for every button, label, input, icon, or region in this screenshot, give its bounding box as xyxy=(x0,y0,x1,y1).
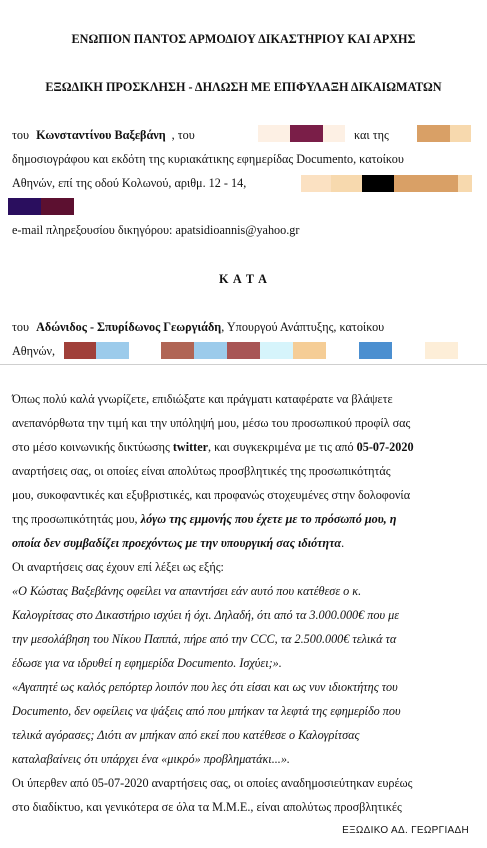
defendant-name: Αδώνιδος - Σπυρίδωνος Γεωργιάδη xyxy=(36,320,222,334)
quote-line: «Ο Κώστας Βαξεβάνης οφείλει να απαντήσει εάν αυτό που κατέθεσε ο κ. xyxy=(12,584,362,598)
redaction-block xyxy=(258,125,290,142)
redaction-block xyxy=(41,198,74,215)
body-text: , και συγκεκριμένα με τις από xyxy=(208,440,354,454)
body-line xyxy=(12,512,396,527)
email-label: e-mail πληρεξουσίου δικηγόρου: xyxy=(12,223,173,237)
plaintiff-prefix: του xyxy=(12,128,30,142)
redaction-block xyxy=(425,342,458,359)
page-footer: ΕΞΩΔΙΚΟ ΑΔ. ΓΕΩΡΓΙΑΔΗ xyxy=(342,825,469,836)
redaction-block xyxy=(362,175,394,192)
emphasis-text: οποία δεν συμβαδίζει προεχόντως με την υπουργική σας ιδιότητα xyxy=(12,536,342,550)
heading-court: ΕΝΩΠΙΟΝ ΠΑΝΤΟΣ ΑΡΜΟΔΙΟΥ ΔΙΚΑΣΤΗΡΙΟΥ ΚΑΙ ΑΡΧΗΣ xyxy=(71,32,416,46)
body-text: της προσωπικότητάς μου, xyxy=(12,512,138,526)
redaction-block xyxy=(260,342,293,359)
plaintiff-line-2: δημοσιογράφου και εκδότη της κυριακάτικης εφημερίδας Documento, κατοίκου xyxy=(12,152,404,166)
plaintiff-line-3: Αθηνών, επί της οδού Κολωνού, αριθμ. 12 - 14, xyxy=(12,176,247,190)
quote-line: έδωσε για να ιδρυθεί η εφημερίδα Documento. Ισχύει;». xyxy=(12,656,282,670)
plaintiff-name: Κωνσταντίνου Βαξεβάνη xyxy=(36,128,166,142)
redaction-block xyxy=(227,342,260,359)
email-line xyxy=(12,223,299,238)
redaction-block xyxy=(323,125,345,142)
redaction-block xyxy=(64,342,96,359)
post-date: 05-07-2020 xyxy=(356,440,414,454)
redaction-block xyxy=(450,125,471,142)
body-line xyxy=(12,536,344,551)
plaintiff-tou: , του xyxy=(171,128,195,142)
body-line: ανεπανόρθωτα την τιμή και την υπόληψή μου, μέσω του προσωπικού προφίλ σας xyxy=(12,416,411,430)
redaction-block xyxy=(301,175,331,192)
section-divider xyxy=(0,364,487,365)
defendant-prefix: του xyxy=(12,320,30,334)
body-line: Οι αναρτήσεις σας έχουν επί λέξει ως εξής: xyxy=(12,560,224,574)
body-line: Οι ύπερθεν από 05-07-2020 αναρτήσεις σας, οι οποίες αναδημοσιεύτηκαν ευρέως xyxy=(12,776,413,790)
twitter-term: twitter xyxy=(172,440,209,454)
redaction-block xyxy=(426,175,458,192)
quote-line: Καλογρίτσας στο Δικαστήριο ισχύει ή όχι. Δηλαδή, ότι από τα 3.000.000€ που με xyxy=(12,608,400,622)
body-line: μου, συκοφαντικές και εξυβριστικές, και προφανώς στοχευμένες στην δολοφονία xyxy=(12,488,411,502)
quote-line: «Αγαπητέ ως καλός ρεπόρτερ λοιπόν που λες ότι είσαι και ως νυν ιδιοκτήτης του xyxy=(12,680,398,694)
email-address[interactable]: apatsidioannis@yahoo.gr xyxy=(175,223,300,237)
quote-line: την μεσολάβηση του Νίκου Παππά, πήρε από την CCC, τα 2.500.000€ τελικά τα xyxy=(12,632,397,646)
body-line: στο διαδίκτυο, και γενικότερα σε όλα τα Μ.Μ.Ε., είναι απολύτως προσβλητικές xyxy=(12,800,402,814)
heading-title: ΕΞΩΔΙΚΗ ΠΡΟΣΚΛΗΣΗ - ΔΗΛΩΣΗ ΜΕ ΕΠΙΦΥΛΑΞΗ ΔΙΚΑΙΩΜΑΤΩΝ xyxy=(45,80,442,94)
redaction-block xyxy=(161,342,194,359)
quote-line: καταλαβαίνεις ότι υπάρχει ένα «μικρό» προβληματάκι...». xyxy=(12,752,290,766)
redaction-block xyxy=(359,342,392,359)
redaction-block xyxy=(331,175,362,192)
body-line: Όπως πολύ καλά γνωρίζετε, επιδιώξατε και πράγματι καταφέρατε να βλάψετε xyxy=(12,392,393,406)
body-text: στο μέσο κοινωνικής δικτύωσης xyxy=(12,440,170,454)
redaction-block xyxy=(417,125,450,142)
redaction-block xyxy=(458,175,472,192)
body-line: αναρτήσεις σας, οι οποίες είναι απολύτως προσβλητικές της προσωπικότητάς xyxy=(12,464,391,478)
plaintiff-line-1 xyxy=(12,128,195,143)
emphasis-text: λόγω της εμμονής που έχετε με το πρόσωπό μου, η xyxy=(140,512,397,526)
quote-line: Documento, δεν οφείλεις να ψάξεις από που μπήκαν τα λεφτά της εφημερίδο που xyxy=(12,704,401,718)
defendant-line-1 xyxy=(12,320,384,335)
redaction-block xyxy=(290,125,323,142)
redaction-block xyxy=(96,342,129,359)
body-text: . xyxy=(341,536,345,550)
quote-line: τελικά αγόρασες; Διότι αν μπήκαν από εκεί που κατέθεσε ο Καλογρίτσας xyxy=(12,728,360,742)
redaction-block xyxy=(194,342,227,359)
plaintiff-kai-tis: και της xyxy=(354,128,389,142)
redaction-block xyxy=(293,342,326,359)
body-line xyxy=(12,440,414,455)
defendant-line-2: Αθηνών, xyxy=(12,344,56,358)
kata-heading: Κ Α Τ Α xyxy=(219,272,268,286)
redaction-block xyxy=(8,198,41,215)
redaction-block xyxy=(394,175,426,192)
defendant-rest: , Υπουργού Ανάπτυξης, κατοίκου xyxy=(221,320,385,334)
